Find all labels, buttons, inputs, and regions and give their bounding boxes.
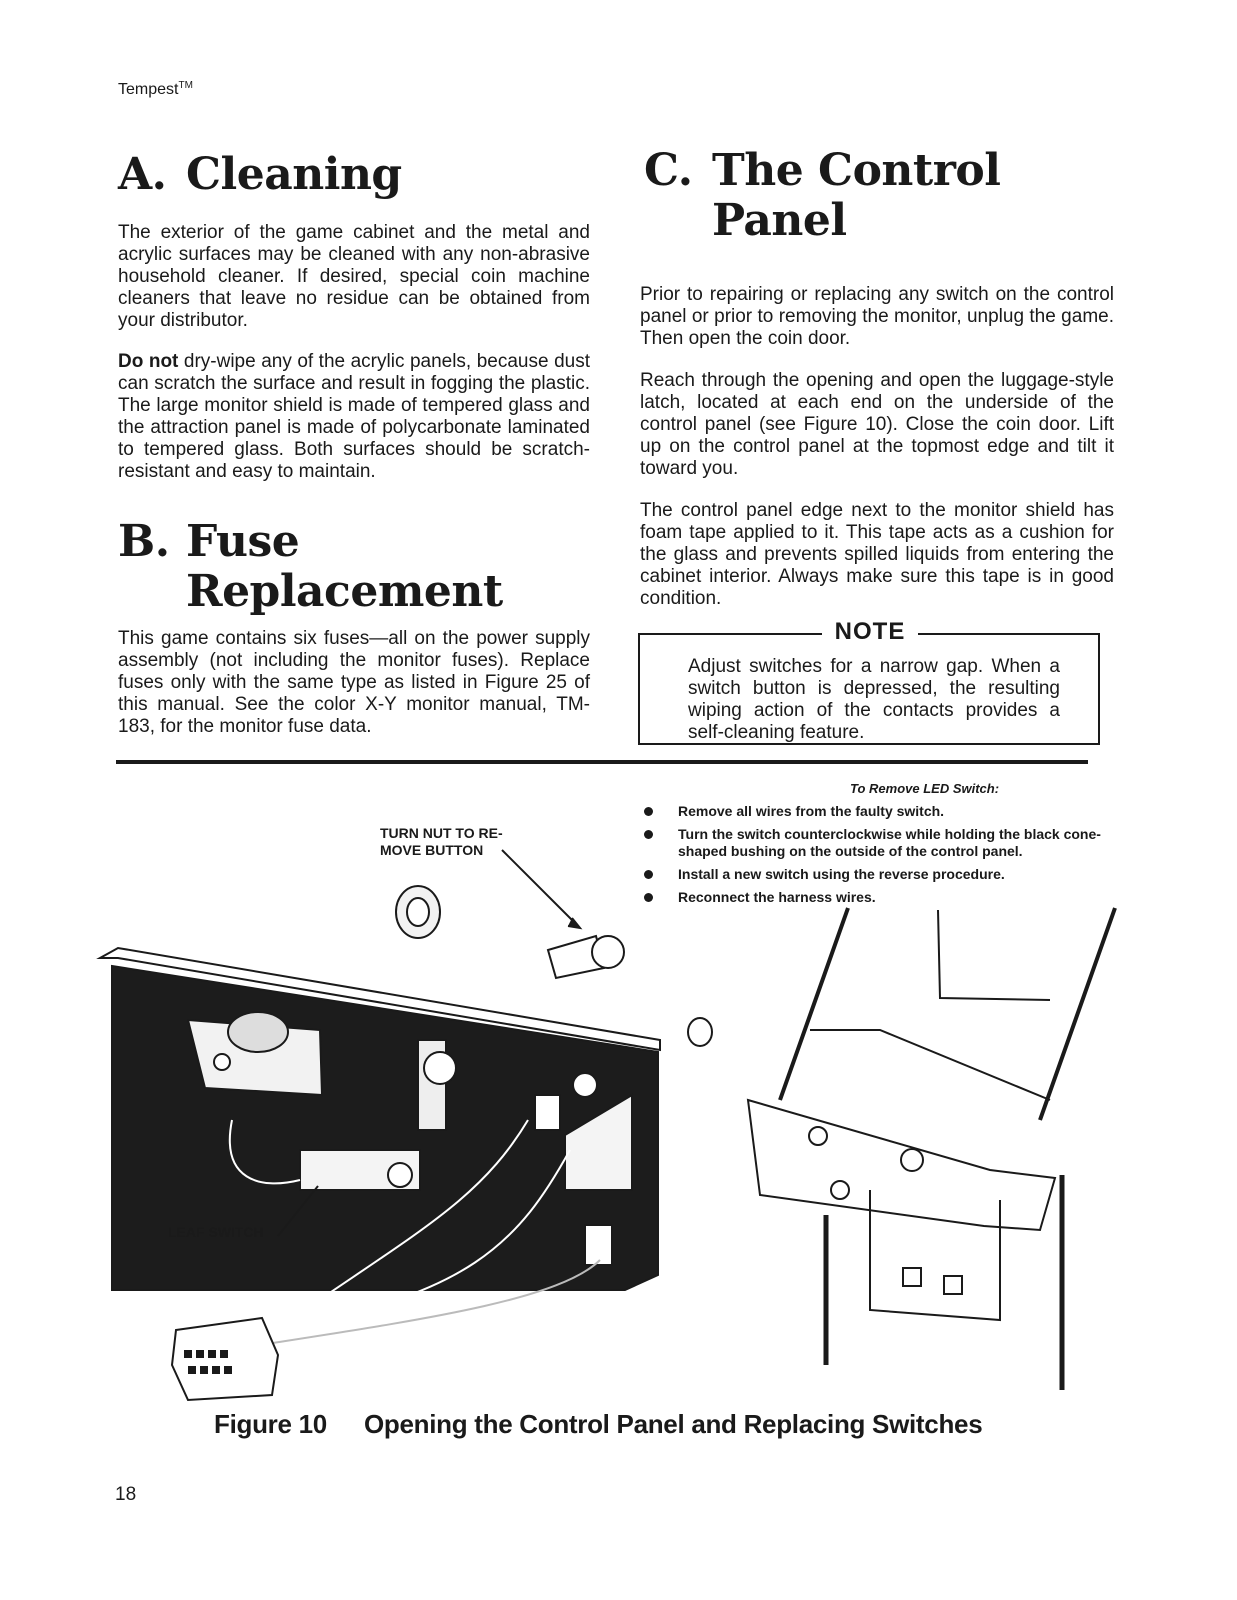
panel-button-3 <box>831 1181 849 1199</box>
section-c-title-line2: Panel <box>712 195 847 246</box>
section-b-title-line1: Fuse <box>186 516 300 567</box>
list-item: Turn the switch counterclockwise while holding the black cone-shaped bushing on the outside of the control panel. <box>640 826 1120 860</box>
figure-title: Opening the Control Panel and Replacing Switches <box>364 1409 983 1439</box>
nut-callout-line1: TURN NUT TO RE- <box>380 825 503 841</box>
led-switch-2 <box>585 1225 612 1265</box>
harness-connector <box>172 1318 278 1400</box>
section-c-letter: C. <box>644 145 693 196</box>
cabinet-right-edge <box>1040 908 1115 1120</box>
lever-hub <box>424 1052 456 1084</box>
list-item: Install a new switch using the reverse procedure. <box>640 866 1120 883</box>
nut-callout-leader <box>502 850 578 926</box>
monitor-opening <box>938 910 1050 1000</box>
small-nut <box>688 1018 712 1046</box>
button-socket <box>573 1073 597 1097</box>
bracket-screw <box>214 1054 230 1070</box>
bullet-icon <box>644 870 653 879</box>
note-title: NOTE <box>834 618 906 645</box>
section-c-paragraph-1: Prior to repairing or replacing any switch on the control panel or prior to removing the monitor, unplug the game. Then open the coin door. <box>640 284 1114 349</box>
do-not-emphasis: Do not <box>118 351 179 372</box>
section-a-letter: A. <box>118 149 167 200</box>
section-a-title: Cleaning <box>186 149 402 200</box>
figure-caption <box>214 1409 982 1440</box>
figure-subtitle: To Remove LED Switch: <box>850 781 1000 796</box>
section-c-title-line1: The Control <box>712 145 1001 196</box>
list-item: Reconnect the harness wires. <box>640 889 1120 906</box>
section-b-title-line2: Replacement <box>186 566 503 617</box>
page-number: 18 <box>115 1484 137 1505</box>
nut-callout-line2: MOVE BUTTON <box>380 842 484 858</box>
section-c-paragraph-2: Reach through the opening and open the luggage-style latch, located at each end on the underside of the control panel (see Figure 10). Close the coin door. Lift up on the control panel at the topmost edge and tilt it toward you. <box>640 370 1114 479</box>
cabinet-ledge <box>810 1030 1050 1100</box>
nut-callout <box>380 825 503 859</box>
bullet-icon <box>644 830 653 839</box>
section-b-paragraph-1: This game contains six fuses—all on the power supply assembly (not including the monitor fuses). Replace fuses only with the same type as listed in Figure 25 of this manual. See the color X-Y monitor manual, TM-183, for the monitor fuse data. <box>118 628 590 737</box>
figure-number: Figure 10 <box>214 1409 327 1439</box>
header-title: Tempest <box>118 81 179 98</box>
list-item: Remove all wires from the faulty switch. <box>640 803 1120 820</box>
panel-button-2 <box>901 1149 923 1171</box>
bullet-icon <box>644 807 653 816</box>
section-a-paragraph-2-text: dry-wipe any of the acrylic panels, because dust can scratch the surface and result in fogging the plastic. The large monitor shield is made of tempered glass and the attraction panel is made of polycarbonate laminated to tempered glass. Both surfaces should be scratch-resistant and easy to maintain. <box>118 351 590 482</box>
bullet-icon <box>644 893 653 902</box>
coin-slot-2 <box>944 1276 962 1294</box>
section-c-paragraph-3: The control panel edge next to the monitor shield has foam tape applied to it. This tape acts as a cushion for the glass and prevents spilled liquids from entering the cabinet interior. Always make sure this tape is in good condition. <box>640 500 1114 609</box>
led-switch-steps <box>640 803 1120 912</box>
section-a-paragraph-1: The exterior of the game cabinet and the metal and acrylic surfaces may be cleaned with any non-abrasive household cleaner. If desired, special coin machine cleaners that leave no residue can be obtained from your distributor. <box>118 222 590 331</box>
section-b-letter: B. <box>118 516 170 567</box>
cabinet-left-edge <box>780 908 848 1100</box>
leaf-switch-nut <box>388 1163 412 1187</box>
leaf-switch-callout: LEAF SWITCH <box>168 1224 264 1240</box>
note-text: Adjust switches for a narrow gap. When a switch button is depressed, the resulting wiping action of the contacts provides a self-cleaning feature. <box>688 656 1060 743</box>
panel-button-1 <box>809 1127 827 1145</box>
led-switch-1 <box>535 1095 560 1130</box>
coin-slot-1 <box>903 1268 921 1286</box>
trademark-mark: TM <box>178 80 193 91</box>
spinner-wheel <box>228 1012 288 1052</box>
